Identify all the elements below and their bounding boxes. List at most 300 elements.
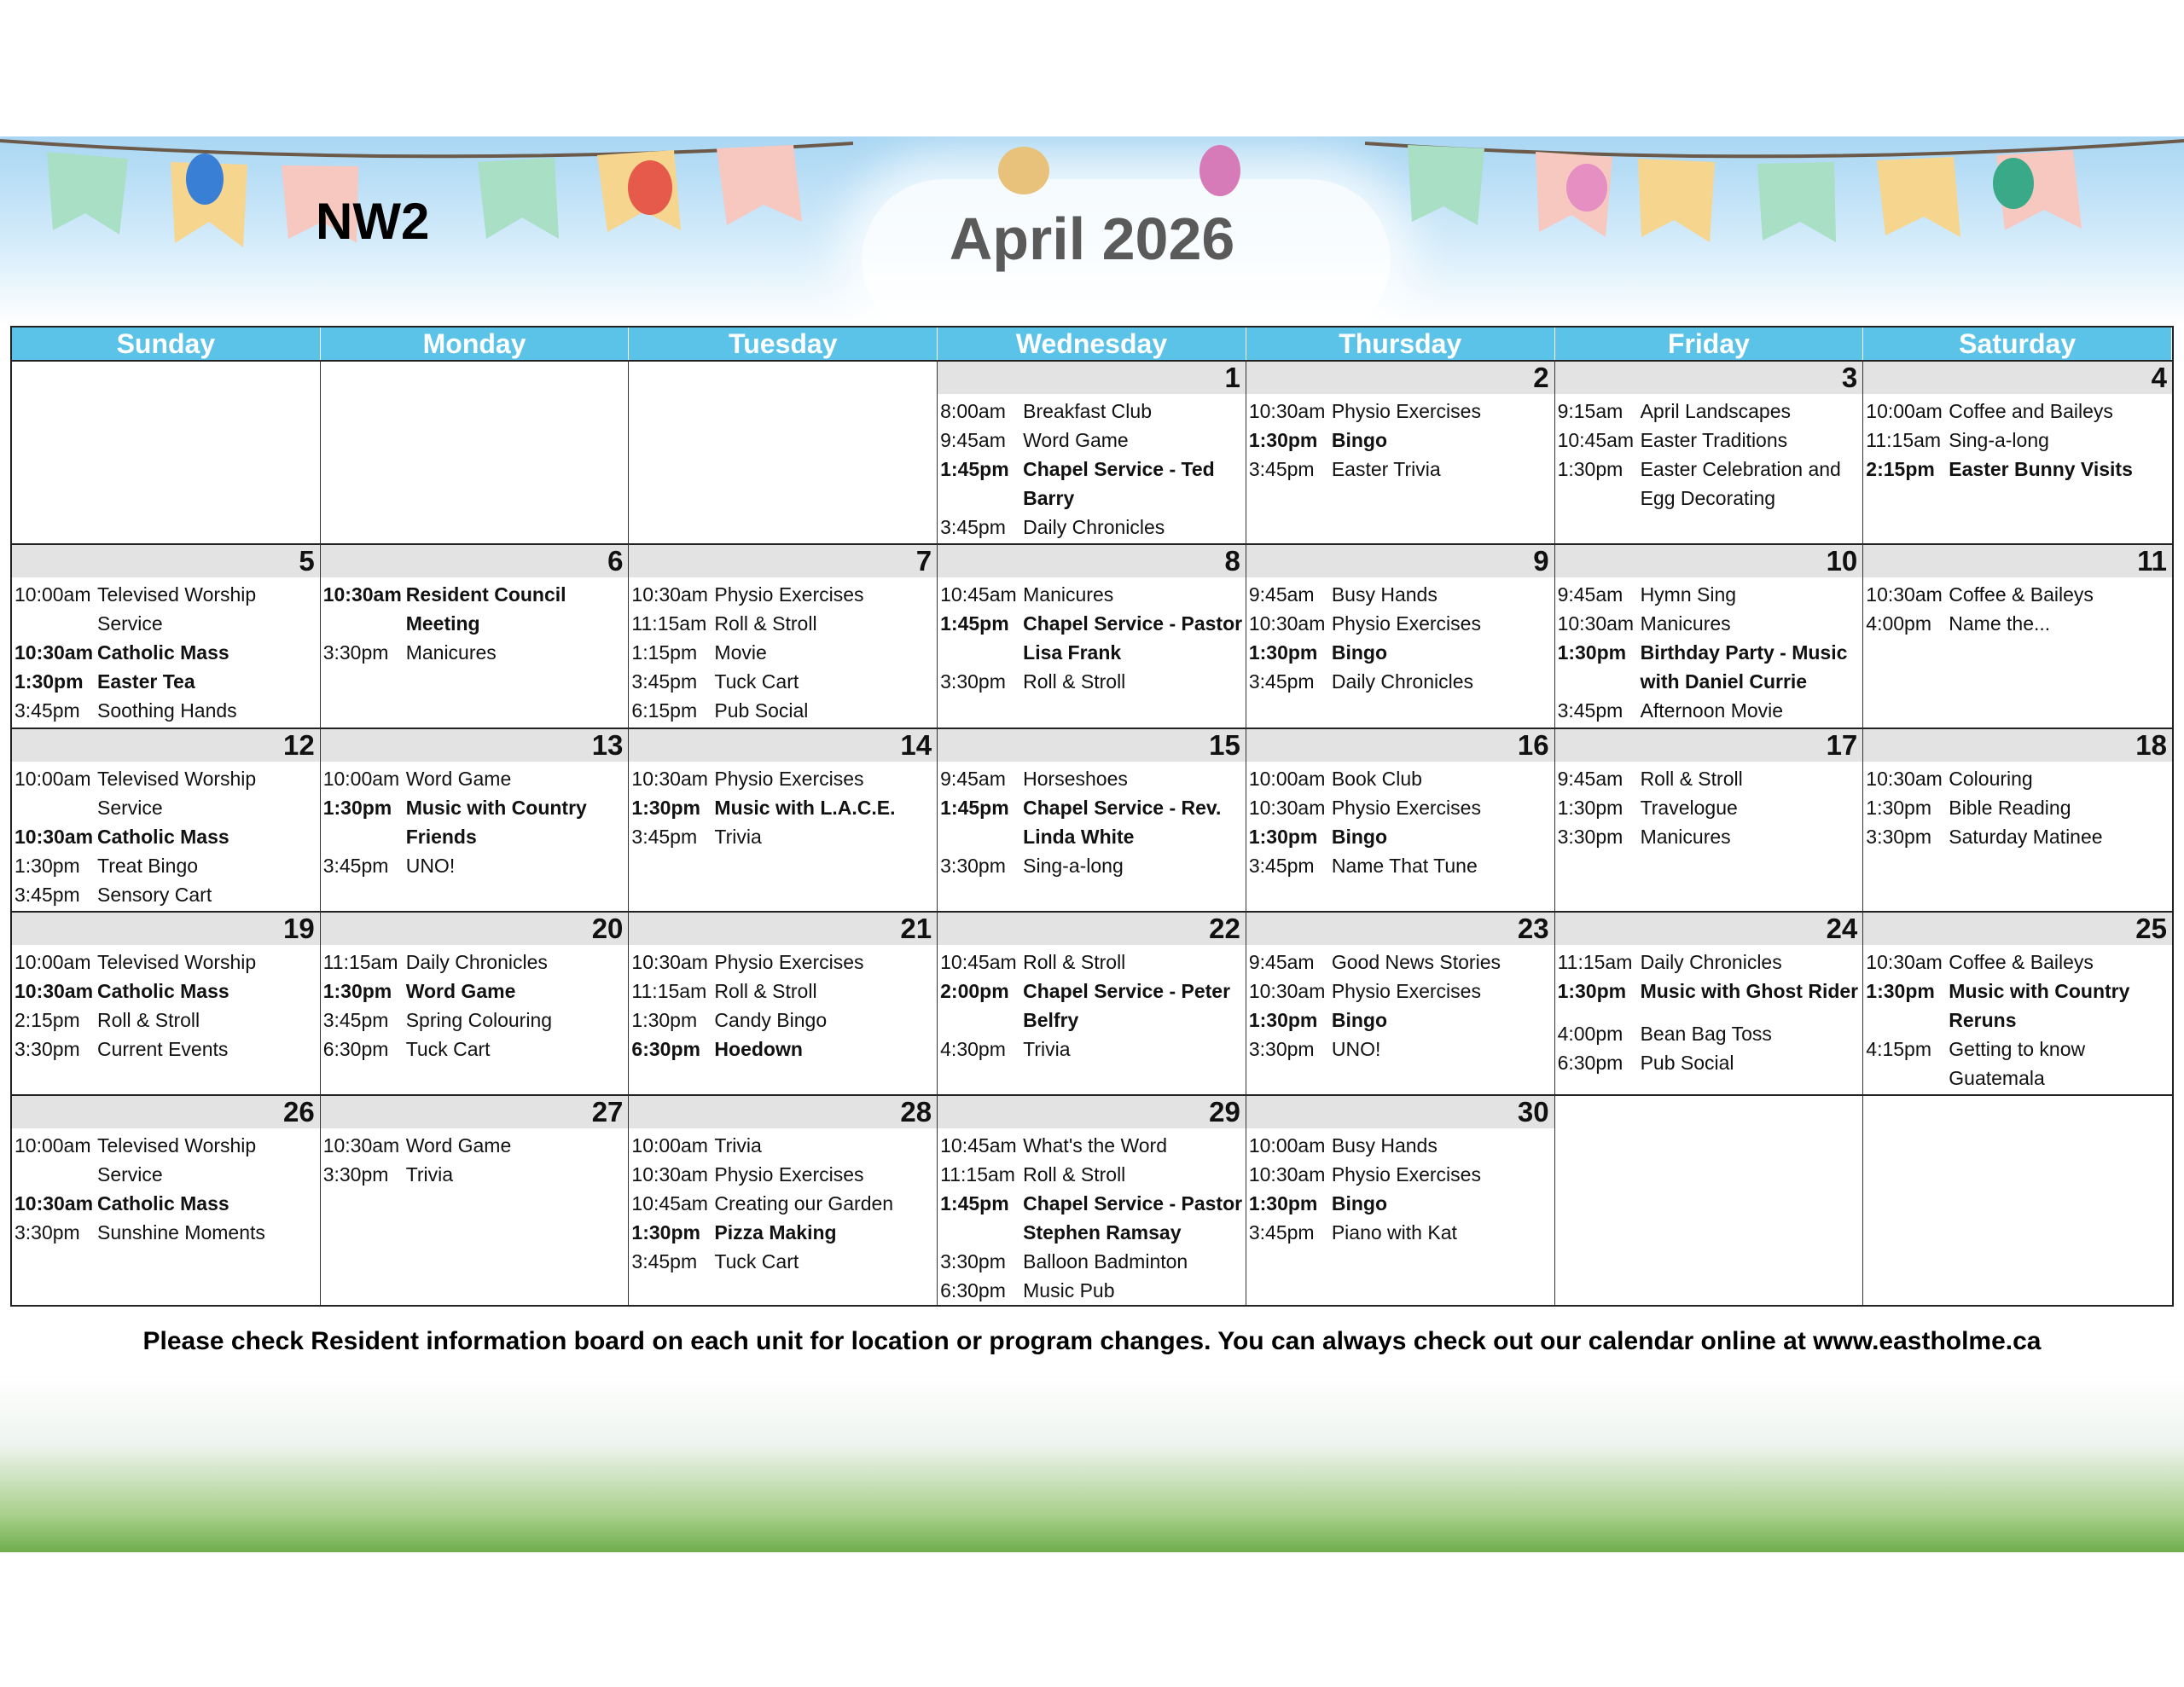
day-cell <box>1555 911 1864 1094</box>
day-cell <box>12 728 321 911</box>
day-cell <box>938 728 1246 911</box>
event-item <box>940 851 1246 880</box>
event-item <box>323 764 629 793</box>
event-time: 9:45am <box>1557 767 1623 790</box>
event-item <box>15 1131 320 1189</box>
event-activity: Candy Bingo <box>714 1008 828 1031</box>
event-activity: Movie <box>714 641 767 664</box>
event-list <box>1863 394 2172 484</box>
event-item <box>1249 609 1554 638</box>
event-activity: Busy Hands <box>1331 1134 1438 1157</box>
event-activity: Word Game <box>405 767 512 790</box>
weekday-header: Monday <box>321 328 630 360</box>
event-activity: Name the... <box>1949 612 2051 635</box>
event-item <box>940 793 1246 851</box>
event-item <box>631 580 937 609</box>
event-time: 10:30am <box>631 950 708 973</box>
event-time: 1:30pm <box>15 670 84 693</box>
day-number: 1 <box>938 362 1246 394</box>
day-cell <box>938 911 1246 1094</box>
event-time: 9:45am <box>940 767 1006 790</box>
event-item <box>631 793 937 822</box>
event-activity: Horseshoes <box>1023 767 1128 790</box>
weekday-header: Sunday <box>12 328 321 360</box>
event-list <box>1863 762 2172 851</box>
event-item <box>1558 696 1863 725</box>
event-activity: Treat Bingo <box>97 854 199 877</box>
event-time: 10:30am <box>15 825 94 848</box>
event-list <box>629 1128 937 1276</box>
event-item <box>1558 426 1863 455</box>
event-item <box>940 426 1246 455</box>
event-time: 10:45am <box>1557 429 1635 451</box>
event-activity: Sensory Cart <box>97 883 212 906</box>
event-time: 3:45pm <box>322 1008 389 1031</box>
event-item <box>323 948 629 977</box>
day-number: 14 <box>629 729 937 762</box>
event-time: 1:30pm <box>322 979 392 1002</box>
event-time: 9:45am <box>1248 583 1315 606</box>
day-cell <box>629 543 938 727</box>
day-cell <box>629 728 938 911</box>
event-item <box>15 696 320 725</box>
event-time: 9:45am <box>1557 583 1623 606</box>
day-number: 9 <box>1246 545 1554 577</box>
footer-note: Please check Resident information board on each unit for location or program changes. You can always check out our calendar online at www.eastholme.ca <box>142 1327 2042 1355</box>
day-number: 27 <box>321 1096 629 1128</box>
event-time: 3:45pm <box>15 699 80 722</box>
event-time: 3:30pm <box>940 854 1006 877</box>
event-activity: Pub Social <box>714 699 809 722</box>
event-activity: Getting to know Guatemala <box>1949 1037 2086 1089</box>
event-time: 1:30pm <box>1557 641 1627 664</box>
event-item <box>323 638 629 667</box>
event-time: 1:45pm <box>940 796 1009 819</box>
day-number: 15 <box>938 729 1246 762</box>
event-list <box>938 1128 1246 1305</box>
month-title: April 2026 <box>949 206 1235 272</box>
event-time: 2:15pm <box>15 1008 80 1031</box>
event-list <box>629 762 937 851</box>
event-activity: Easter Celebration and Egg Decorating <box>1640 458 1841 509</box>
event-activity: Saturday Matinee <box>1949 825 2103 848</box>
event-time: 10:00am <box>322 767 400 790</box>
event-item <box>1249 948 1554 977</box>
event-time: 1:30pm <box>1557 796 1623 819</box>
event-list <box>1246 577 1554 696</box>
event-time: 6:30pm <box>1557 1051 1623 1074</box>
event-time: 3:45pm <box>15 883 80 906</box>
event-item <box>15 822 320 851</box>
event-item <box>15 1189 320 1218</box>
event-item <box>323 1160 629 1189</box>
weekday-header: Thursday <box>1246 328 1555 360</box>
event-activity: Travelogue <box>1640 796 1738 819</box>
event-activity: Current Events <box>97 1037 229 1060</box>
event-item <box>323 977 629 1006</box>
event-activity: Trivia <box>405 1163 454 1186</box>
day-cell <box>1246 360 1555 543</box>
event-item <box>1866 822 2172 851</box>
event-activity: Bean Bag Toss <box>1640 1022 1772 1045</box>
event-activity: Physio Exercises <box>1331 400 1481 422</box>
event-item <box>631 638 937 667</box>
event-time: 3:30pm <box>940 1250 1006 1272</box>
event-activity: Coffee & Baileys <box>1949 583 2094 606</box>
event-time: 11:15am <box>1557 950 1633 973</box>
event-activity: Trivia <box>714 1134 762 1157</box>
event-item <box>1249 1006 1554 1035</box>
day-cell <box>1863 543 2172 727</box>
event-list <box>938 945 1246 1064</box>
event-activity: Book Club <box>1331 767 1422 790</box>
event-item <box>631 1218 937 1247</box>
event-list <box>938 762 1246 880</box>
event-time: 10:30am <box>15 1192 94 1215</box>
event-activity: Name That Tune <box>1331 854 1478 877</box>
event-time: 10:30am <box>631 583 708 606</box>
event-activity: Bingo <box>1331 429 1387 451</box>
day-cell <box>12 1094 321 1305</box>
event-time: 10:30am <box>1248 1163 1326 1186</box>
event-item <box>1558 1019 1863 1048</box>
event-activity: Manicures <box>1640 612 1731 635</box>
event-item <box>940 667 1246 696</box>
event-time: 3:45pm <box>631 1250 698 1272</box>
event-activity: Daily Chronicles <box>405 950 548 973</box>
event-item <box>1866 426 2172 455</box>
event-activity: Piano with Kat <box>1331 1221 1457 1244</box>
event-item <box>323 1035 629 1064</box>
event-item <box>940 1247 1246 1276</box>
event-item <box>1249 638 1554 667</box>
event-time: 11:15am <box>1866 429 1942 451</box>
day-cell <box>321 1094 630 1305</box>
event-item <box>1249 1189 1554 1218</box>
event-time: 3:30pm <box>1248 1037 1315 1060</box>
event-activity: Soothing Hands <box>97 699 237 722</box>
event-list <box>1863 945 2172 1093</box>
event-list <box>938 394 1246 542</box>
event-time: 9:15am <box>1557 400 1623 422</box>
event-time: 1:30pm <box>1248 641 1318 664</box>
event-activity: Physio Exercises <box>714 583 864 606</box>
event-activity: Physio Exercises <box>1331 1163 1481 1186</box>
event-item <box>940 397 1246 426</box>
event-activity: Catholic Mass <box>97 825 229 848</box>
event-item <box>1866 397 2172 426</box>
event-item <box>15 977 320 1006</box>
event-item <box>1558 948 1863 977</box>
event-activity: Music with Country Reruns <box>1949 979 2130 1031</box>
event-time: 3:45pm <box>631 825 698 848</box>
event-item <box>15 948 320 977</box>
day-cell <box>321 728 630 911</box>
day-cell <box>1246 1094 1555 1305</box>
event-item <box>1558 397 1863 426</box>
event-activity: Tuck Cart <box>714 1250 799 1272</box>
event-time: 11:15am <box>631 979 707 1002</box>
event-item <box>940 513 1246 542</box>
event-time: 11:15am <box>940 1163 1015 1186</box>
event-activity: Physio Exercises <box>714 950 864 973</box>
event-time: 3:45pm <box>1248 854 1315 877</box>
event-item <box>940 609 1246 667</box>
event-item <box>15 1006 320 1035</box>
event-item <box>1866 580 2172 609</box>
event-activity: Sunshine Moments <box>97 1221 265 1244</box>
event-activity: Hymn Sing <box>1640 583 1737 606</box>
day-cell <box>1555 728 1864 911</box>
day-cell <box>1863 360 2172 543</box>
event-time: 10:45am <box>631 1192 708 1215</box>
event-activity: Creating our Garden <box>714 1192 894 1215</box>
event-activity: Hoedown <box>714 1037 803 1060</box>
event-activity: Manicures <box>405 641 497 664</box>
event-activity: Trivia <box>1023 1037 1071 1060</box>
event-item <box>1249 851 1554 880</box>
event-item <box>940 977 1246 1035</box>
day-number: 10 <box>1555 545 1863 577</box>
event-list <box>1246 945 1554 1064</box>
event-item <box>631 1160 937 1189</box>
event-time: 3:30pm <box>322 1163 389 1186</box>
event-activity: Manicures <box>1640 825 1731 848</box>
event-time: 9:45am <box>940 429 1006 451</box>
event-activity: Afternoon Movie <box>1640 699 1784 722</box>
event-list <box>321 577 629 667</box>
event-time: 10:30am <box>1248 979 1326 1002</box>
event-activity: Chapel Service - Peter Belfry <box>1023 979 1231 1031</box>
event-time: 6:30pm <box>322 1037 389 1060</box>
event-time: 1:30pm <box>1248 1008 1318 1031</box>
day-cell <box>12 543 321 727</box>
event-activity: Word Game <box>405 1134 512 1157</box>
event-item <box>1249 455 1554 484</box>
event-list <box>938 577 1246 696</box>
event-item <box>940 764 1246 793</box>
day-cell <box>1555 543 1864 727</box>
day-number: 3 <box>1555 362 1863 394</box>
event-time: 10:30am <box>322 1134 400 1157</box>
event-item <box>631 1006 937 1035</box>
event-activity: Roll & Stroll <box>714 979 817 1002</box>
event-item <box>1866 977 2172 1035</box>
event-activity: Easter Trivia <box>1331 458 1441 480</box>
event-time: 1:30pm <box>1248 429 1318 451</box>
event-time: 10:00am <box>1248 767 1326 790</box>
event-activity: Catholic Mass <box>97 1192 229 1215</box>
event-time: 1:45pm <box>940 612 1009 635</box>
day-number: 11 <box>1863 545 2172 577</box>
day-number: 23 <box>1246 913 1554 945</box>
event-activity: Roll & Stroll <box>1640 767 1743 790</box>
event-item <box>1866 764 2172 793</box>
event-activity: Chapel Service - Pastor Stephen Ramsay <box>1023 1192 1243 1244</box>
event-item <box>15 638 320 667</box>
event-activity: Bingo <box>1331 1008 1387 1031</box>
event-activity: Bingo <box>1331 641 1387 664</box>
day-number: 17 <box>1555 729 1863 762</box>
event-activity: Bible Reading <box>1949 796 2071 819</box>
event-time: 10:45am <box>940 950 1017 973</box>
event-activity: What's the Word <box>1023 1134 1168 1157</box>
weekday-header: Wednesday <box>938 328 1246 360</box>
event-item <box>15 1218 320 1247</box>
event-time: 10:30am <box>1248 400 1326 422</box>
event-activity: Coffee and Baileys <box>1949 400 2113 422</box>
event-item <box>323 851 629 880</box>
day-number: 28 <box>629 1096 937 1128</box>
event-list <box>629 945 937 1064</box>
event-time: 10:00am <box>1866 400 1943 422</box>
event-item <box>1558 977 1863 1006</box>
event-item <box>940 1160 1246 1189</box>
event-item <box>940 1276 1246 1305</box>
event-activity: Colouring <box>1949 767 2033 790</box>
day-number: 29 <box>938 1096 1246 1128</box>
event-activity: Televised Worship Service <box>97 583 257 635</box>
empty-day-cell <box>629 360 938 543</box>
event-item <box>1249 426 1554 455</box>
event-activity: Roll & Stroll <box>97 1008 200 1031</box>
event-time: 1:30pm <box>1557 979 1627 1002</box>
event-activity: Word Game <box>405 979 516 1002</box>
event-time: 3:45pm <box>1248 1221 1315 1244</box>
event-time: 1:30pm <box>631 1221 700 1244</box>
event-time: 1:30pm <box>1557 458 1623 480</box>
day-number: 8 <box>938 545 1246 577</box>
event-time: 1:45pm <box>940 1192 1009 1215</box>
event-time: 3:30pm <box>1557 825 1623 848</box>
event-time: 10:30am <box>322 583 402 606</box>
event-item <box>1558 580 1863 609</box>
event-activity: Tuck Cart <box>714 670 799 693</box>
event-activity: Televised Worship Service <box>97 767 257 819</box>
event-list <box>1863 577 2172 638</box>
day-number: 20 <box>321 913 629 945</box>
day-number: 12 <box>12 729 320 762</box>
event-time: 3:45pm <box>1248 670 1315 693</box>
event-time: 1:30pm <box>1248 825 1318 848</box>
event-activity: Trivia <box>714 825 762 848</box>
event-time: 8:00am <box>940 400 1006 422</box>
empty-day-cell <box>1555 1094 1864 1305</box>
day-cell <box>1246 543 1555 727</box>
event-item <box>323 793 629 851</box>
event-item <box>1249 1131 1554 1160</box>
event-activity: Chapel Service - Ted Barry <box>1023 458 1215 509</box>
day-cell <box>321 911 630 1094</box>
event-item <box>1558 609 1863 638</box>
event-item <box>1866 455 2172 484</box>
event-activity: Physio Exercises <box>1331 796 1481 819</box>
day-number: 19 <box>12 913 320 945</box>
event-time: 10:00am <box>15 583 91 606</box>
event-activity: Catholic Mass <box>97 641 229 664</box>
event-item <box>631 667 937 696</box>
event-item <box>631 1247 937 1276</box>
event-list <box>629 577 937 725</box>
event-time: 1:30pm <box>1866 796 1931 819</box>
day-cell <box>1863 911 2172 1094</box>
event-activity: Sing-a-long <box>1023 854 1124 877</box>
day-number: 26 <box>12 1096 320 1128</box>
event-list <box>1555 945 1863 1077</box>
event-time: 3:30pm <box>1866 825 1931 848</box>
day-number: 18 <box>1863 729 2172 762</box>
event-item <box>1249 1218 1554 1247</box>
day-number: 21 <box>629 913 937 945</box>
day-number: 16 <box>1246 729 1554 762</box>
event-item <box>940 580 1246 609</box>
event-time: 10:00am <box>15 950 91 973</box>
event-time: 2:00pm <box>940 979 1009 1002</box>
event-item <box>1249 667 1554 696</box>
event-activity: Physio Exercises <box>714 767 864 790</box>
event-time: 10:30am <box>1866 950 1943 973</box>
event-time: 11:15am <box>631 612 707 635</box>
event-item <box>631 822 937 851</box>
day-number: 4 <box>1863 362 2172 394</box>
event-time: 2:15pm <box>1866 458 1935 480</box>
event-item <box>1558 822 1863 851</box>
event-time: 4:00pm <box>1557 1022 1623 1045</box>
event-activity: Catholic Mass <box>97 979 229 1002</box>
event-activity: Music Pub <box>1023 1279 1115 1301</box>
event-list <box>321 762 629 880</box>
weekday-header: Friday <box>1555 328 1864 360</box>
event-time: 3:30pm <box>15 1037 80 1060</box>
day-number: 5 <box>12 545 320 577</box>
day-cell <box>12 911 321 1094</box>
event-item <box>631 609 937 638</box>
event-time: 1:45pm <box>940 458 1009 480</box>
event-time: 11:15am <box>322 950 398 973</box>
event-time: 1:30pm <box>322 796 392 819</box>
day-number: 25 <box>1863 913 2172 945</box>
event-list <box>1555 577 1863 725</box>
event-time: 4:00pm <box>1866 612 1931 635</box>
event-item <box>1558 1048 1863 1077</box>
event-item <box>1249 580 1554 609</box>
event-list <box>1246 762 1554 880</box>
event-list <box>12 1128 320 1247</box>
event-time: 10:30am <box>1866 583 1943 606</box>
event-time: 10:30am <box>1557 612 1635 635</box>
event-time: 4:30pm <box>940 1037 1006 1060</box>
event-list <box>1555 762 1863 851</box>
event-time: 10:30am <box>1248 796 1326 819</box>
event-item <box>1866 1035 2172 1093</box>
event-activity: Roll & Stroll <box>1023 1163 1126 1186</box>
event-list <box>12 945 320 1064</box>
event-item <box>631 696 937 725</box>
event-item <box>940 455 1246 513</box>
event-activity: Roll & Stroll <box>1023 950 1126 973</box>
event-activity: Spring Colouring <box>405 1008 553 1031</box>
event-activity: Easter Traditions <box>1640 429 1788 451</box>
event-activity: Music with L.A.C.E. <box>714 796 896 819</box>
empty-day-cell <box>12 360 321 543</box>
day-cell <box>938 360 1246 543</box>
event-item <box>1249 793 1554 822</box>
event-item <box>1249 397 1554 426</box>
event-item <box>631 764 937 793</box>
event-activity: Coffee & Baileys <box>1949 950 2094 973</box>
event-item <box>15 580 320 638</box>
unit-label: NW2 <box>316 193 430 250</box>
